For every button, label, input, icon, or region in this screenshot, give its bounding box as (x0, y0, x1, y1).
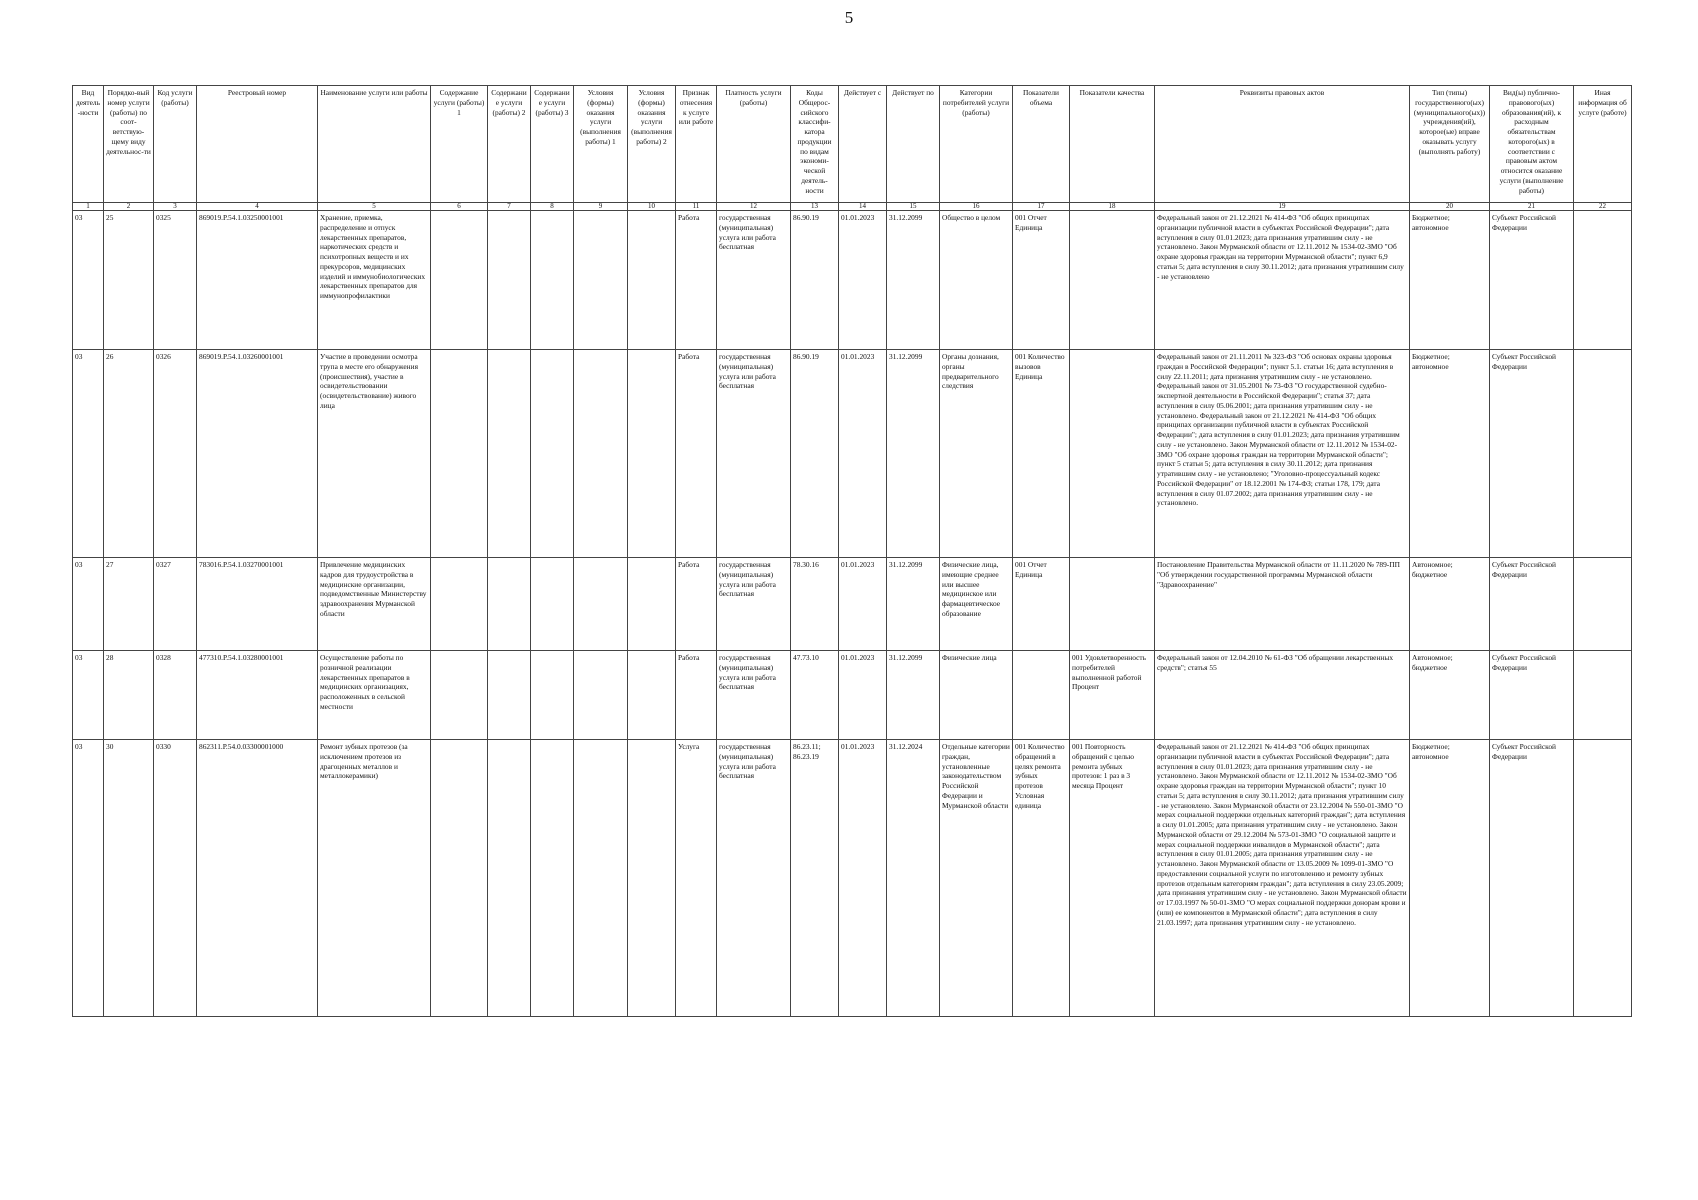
column-number: 16 (940, 203, 1013, 211)
column-header: Платность услуги (работы) (717, 86, 791, 203)
content-3-cell (531, 211, 574, 350)
conditions-2-cell (628, 651, 676, 740)
column-header: Вид(ы) публично-правового(ых) образования(ий), к расходным обязательствам которого(ых) в соответствии с правовым актом относится оказание услуги (выполнение работы) (1490, 86, 1574, 203)
other-info-cell (1574, 740, 1632, 1017)
legal-acts-cell: Постановление Правительства Мурманской области от 11.11.2020 № 789-ПП "Об утверждении государственной программы Мурманской области "Здравоохранение" (1155, 558, 1410, 651)
table-row (73, 558, 1632, 651)
column-header: Порядко-вый номер услуги (работы) по соот-ветствую-щему виду деятельнос-ти (104, 86, 154, 203)
content-2-cell (488, 740, 531, 1017)
service-name-cell: Привлечение медицинских кадров для трудоустройства в медицинские организации, подведомственные Министерству здравоохранения Мурманской области (318, 558, 431, 651)
payment-cell: государственная (муниципальная) услуга или работа бесплатная (717, 558, 791, 651)
activity-type-cell: 03 (73, 558, 104, 651)
institution-type-cell: Автономное; бюджетное (1410, 558, 1490, 651)
column-header: Показатели качества (1070, 86, 1155, 203)
conditions-2-cell (628, 350, 676, 558)
activity-type-cell: 03 (73, 651, 104, 740)
column-number: 19 (1155, 203, 1410, 211)
registry-number-cell: 477310.Р.54.1.03280001001 (197, 651, 318, 740)
column-header: Признак отнесения к услуге или работе (676, 86, 717, 203)
quality-indicator-cell (1070, 211, 1155, 350)
column-number: 10 (628, 203, 676, 211)
conditions-1-cell (574, 740, 628, 1017)
volume-indicator-cell: 001 Отчет Единица (1013, 211, 1070, 350)
column-number: 4 (197, 203, 318, 211)
column-header: Код услуги (работы) (154, 86, 197, 203)
institution-type-cell: Бюджетное; автономное (1410, 740, 1490, 1017)
registry-number-cell: 869019.Р.54.1.03250001001 (197, 211, 318, 350)
column-header: Действует по (887, 86, 940, 203)
quality-indicator-cell: 001 Удовлетворенность потребителей выполненной работой Процент (1070, 651, 1155, 740)
registry-number-cell: 869019.Р.54.1.03260001001 (197, 350, 318, 558)
column-header: Действует с (839, 86, 887, 203)
quality-indicator-cell (1070, 350, 1155, 558)
conditions-2-cell (628, 740, 676, 1017)
registry-number-cell: 783016.Р.54.1.03270001001 (197, 558, 318, 651)
column-number: 6 (431, 203, 488, 211)
column-header: Категории потребителей услуги (работы) (940, 86, 1013, 203)
valid-from-cell: 01.01.2023 (839, 651, 887, 740)
registry-number-cell: 862311.Р.54.0.03300001000 (197, 740, 318, 1017)
column-number: 12 (717, 203, 791, 211)
public-entity-cell: Субъект Российской Федерации (1490, 211, 1574, 350)
content-2-cell (488, 558, 531, 651)
valid-to-cell: 31.12.2099 (887, 211, 940, 350)
activity-type-cell: 03 (73, 350, 104, 558)
public-entity-cell: Субъект Российской Федерации (1490, 740, 1574, 1017)
legal-acts-cell: Федеральный закон от 21.12.2021 № 414-ФЗ "Об общих принципах организации публичной власти в субъектах Российской Федерации"; дата вступления в силу 01.01.2023; дата признания утратившим силу - не установлено. Закон Мурманской области от 12.11.2012 № 1534-02-ЗМО "Об охране здоровья граждан на территории Мурманской области"; пункт 10 статьи 5; дата вступления в силу 30.11.2012; дата признания утратившим силу - не установлено. Закон Мурманской области от 23.12.2004 № 550-01-ЗМО "О мерах социальной поддержки отдельных категорий граждан"; дата вступления в силу 01.01.2005; дата признания утратившим силу - не установлено. Закон Мурманской области от 29.12.2004 № 573-01-ЗМО "О социальной защите и мерах социальной поддержки инвалидов в Мурманской области"; дата вступления в силу 01.01.2005; дата признания утратившим силу - не установлено. Закон Мурманской области от 13.05.2009 № 1099-01-ЗМО "О предоставлении социальной услуги по изготовлению и ремонту зубных протезов отдельным категориям граждан"; дата вступления в силу 23.05.2009; дата признания утратившим силу - не установлено. Закон Мурманской области от 17.03.1997 № 50-01-ЗМО "О мерах социальной поддержки донорам крови и (или) ее компонентов в Мурманской области"; дата вступления в силу 21.03.1997; дата признания утратившим силу - не установлено. (1155, 740, 1410, 1017)
other-info-cell (1574, 211, 1632, 350)
institution-type-cell: Бюджетное; автономное (1410, 211, 1490, 350)
service-number-cell: 25 (104, 211, 154, 350)
content-3-cell (531, 740, 574, 1017)
payment-cell: государственная (муниципальная) услуга или работа бесплатная (717, 350, 791, 558)
column-header: Содержание услуги (работы) 3 (531, 86, 574, 203)
conditions-1-cell (574, 651, 628, 740)
column-header: Коды Общерос-сийского классифи-катора продукции по видам экономи-ческой деятель-ности (791, 86, 839, 203)
valid-to-cell: 31.12.2099 (887, 350, 940, 558)
content-2-cell (488, 350, 531, 558)
column-header: Вид деятель-ности (73, 86, 104, 203)
content-1-cell (431, 651, 488, 740)
conditions-2-cell (628, 211, 676, 350)
service-code-cell: 0325 (154, 211, 197, 350)
institution-type-cell: Автономное; бюджетное (1410, 651, 1490, 740)
service-name-cell: Участие в проведении осмотра трупа в месте его обнаружения (происшествия), участие в освидетельствовании (освидетельствование) живого лица (318, 350, 431, 558)
service-or-work-cell: Услуга (676, 740, 717, 1017)
okved-code-cell: 86.23.11; 86.23.19 (791, 740, 839, 1017)
legal-acts-cell: Федеральный закон от 12.04.2010 № 61-ФЗ "Об обращении лекарственных средств"; статья 55 (1155, 651, 1410, 740)
activity-type-cell: 03 (73, 740, 104, 1017)
column-header: Наименование услуги или работы (318, 86, 431, 203)
column-number: 17 (1013, 203, 1070, 211)
content-1-cell (431, 558, 488, 651)
service-number-cell: 28 (104, 651, 154, 740)
valid-to-cell: 31.12.2099 (887, 558, 940, 651)
content-3-cell (531, 651, 574, 740)
table-row (73, 211, 1632, 350)
service-or-work-cell: Работа (676, 651, 717, 740)
column-number: 3 (154, 203, 197, 211)
service-name-cell: Осуществление работы по розничной реализации лекарственных препаратов в медицинских организациях, расположенных в сельской местности (318, 651, 431, 740)
column-number: 8 (531, 203, 574, 211)
services-register-table (72, 85, 1632, 1017)
other-info-cell (1574, 651, 1632, 740)
other-info-cell (1574, 558, 1632, 651)
valid-from-cell: 01.01.2023 (839, 740, 887, 1017)
column-number: 20 (1410, 203, 1490, 211)
service-code-cell: 0328 (154, 651, 197, 740)
column-header: Условия (формы) оказания услуги (выполнения работы) 2 (628, 86, 676, 203)
service-or-work-cell: Работа (676, 350, 717, 558)
service-or-work-cell: Работа (676, 558, 717, 651)
column-number: 15 (887, 203, 940, 211)
consumer-category-cell: Физические лица, имеющие среднее или высшее медицинское или фармацевтическое образование (940, 558, 1013, 651)
service-code-cell: 0330 (154, 740, 197, 1017)
content-2-cell (488, 211, 531, 350)
column-number: 7 (488, 203, 531, 211)
column-number: 21 (1490, 203, 1574, 211)
payment-cell: государственная (муниципальная) услуга или работа бесплатная (717, 651, 791, 740)
volume-indicator-cell: 001 Количество вызовов Единица (1013, 350, 1070, 558)
consumer-category-cell: Отдельные категории граждан, установленные законодательством Российской Федерации и Мурманской области (940, 740, 1013, 1017)
consumer-category-cell: Общество в целом (940, 211, 1013, 350)
volume-indicator-cell: 001 Количество обращений в целях ремонта зубных протезов Условная единица (1013, 740, 1070, 1017)
content-3-cell (531, 558, 574, 651)
valid-from-cell: 01.01.2023 (839, 211, 887, 350)
volume-indicator-cell: 001 Отчет Единица (1013, 558, 1070, 651)
column-number: 9 (574, 203, 628, 211)
service-number-cell: 30 (104, 740, 154, 1017)
service-name-cell: Хранение, приемка, распределение и отпуск лекарственных препаратов, наркотических средств и психотропных веществ и их прекурсоров, медицинских изделий и иммунобиологических лекарственных препаратов для иммунопрофилактики (318, 211, 431, 350)
column-header: Показатели объема (1013, 86, 1070, 203)
okved-code-cell: 47.73.10 (791, 651, 839, 740)
consumer-category-cell: Физические лица (940, 651, 1013, 740)
column-header: Иная информация об услуге (работе) (1574, 86, 1632, 203)
conditions-1-cell (574, 558, 628, 651)
public-entity-cell: Субъект Российской Федерации (1490, 350, 1574, 558)
quality-indicator-cell (1070, 558, 1155, 651)
valid-from-cell: 01.01.2023 (839, 558, 887, 651)
column-number: 13 (791, 203, 839, 211)
table-row (73, 740, 1632, 1017)
column-number: 5 (318, 203, 431, 211)
conditions-1-cell (574, 350, 628, 558)
quality-indicator-cell: 001 Повторность обращений с целью ремонта зубных протезов: 1 раз в 3 месяца Процент (1070, 740, 1155, 1017)
okved-code-cell: 86.90.19 (791, 350, 839, 558)
service-number-cell: 26 (104, 350, 154, 558)
column-header: Условия (формы) оказания услуги (выполнения работы) 1 (574, 86, 628, 203)
public-entity-cell: Субъект Российской Федерации (1490, 558, 1574, 651)
content-1-cell (431, 350, 488, 558)
service-name-cell: Ремонт зубных протезов (за исключением протезов из драгоценных металлов и металлокерамики) (318, 740, 431, 1017)
column-number: 2 (104, 203, 154, 211)
content-2-cell (488, 651, 531, 740)
service-code-cell: 0327 (154, 558, 197, 651)
payment-cell: государственная (муниципальная) услуга или работа бесплатная (717, 211, 791, 350)
column-number: 1 (73, 203, 104, 211)
content-1-cell (431, 211, 488, 350)
header-row (73, 86, 1632, 203)
column-number: 14 (839, 203, 887, 211)
other-info-cell (1574, 350, 1632, 558)
content-3-cell (531, 350, 574, 558)
table-row (73, 651, 1632, 740)
legal-acts-cell: Федеральный закон от 21.11.2011 № 323-ФЗ "Об основах охраны здоровья граждан в Российской Федерации"; пункт 5.1. статьи 16; дата вступления в силу 22.11.2011; дата признания утратившим силу - не установлено. Федеральный закон от 31.05.2001 № 73-ФЗ "О государственной судебно-экспертной деятельности в Российской Федерации"; статья 37; дата вступления в силу 05.06.2001; дата признания утратившим силу - не установлено. Федеральный закон от 21.12.2021 № 414-ФЗ "Об общих принципах организации публичной власти в субъектах Российской Федерации"; дата вступления в силу 01.01.2023; дата признания утратившим силу - не установлено. Закон Мурманской области от 12.11.2012 № 1534-02-ЗМО "Об охране здоровья граждан на территории Мурманской области"; пункт 5 статьи 5; дата вступления в силу 30.11.2012; дата признания утратившим силу - не установлено; "Уголовно-процессуальный кодекс Российской Федерации" от 18.12.2001 № 174-ФЗ; статьи 178, 179; дата вступления в силу 01.07.2002; дата признания утратившим силу - не установлено. (1155, 350, 1410, 558)
column-header: Тип (типы) государственного(ых) (муниципального(ых)) учреждения(ий), которое(ые) вправе оказывать услугу (выполнять работу) (1410, 86, 1490, 203)
volume-indicator-cell (1013, 651, 1070, 740)
valid-from-cell: 01.01.2023 (839, 350, 887, 558)
page-number: 5 (844, 8, 854, 27)
column-number: 22 (1574, 203, 1632, 211)
okved-code-cell: 78.30.16 (791, 558, 839, 651)
column-header: Содержание услуги (работы) 1 (431, 86, 488, 203)
institution-type-cell: Бюджетное; автономное (1410, 350, 1490, 558)
column-header: Содержание услуги (работы) 2 (488, 86, 531, 203)
table-row (73, 350, 1632, 558)
conditions-2-cell (628, 558, 676, 651)
payment-cell: государственная (муниципальная) услуга или работа бесплатная (717, 740, 791, 1017)
public-entity-cell: Субъект Российской Федерации (1490, 651, 1574, 740)
valid-to-cell: 31.12.2099 (887, 651, 940, 740)
column-number: 18 (1070, 203, 1155, 211)
column-header: Реестровый номер (197, 86, 318, 203)
legal-acts-cell: Федеральный закон от 21.12.2021 № 414-ФЗ "Об общих принципах организации публичной власти в субъектах Российской Федерации"; дата вступления в силу 01.01.2023; дата признания утратившим силу - не установлено. Закон Мурманской области от 12.11.2012 № 1534-02-ЗМО "Об охране здоровья граждан на территории Мурманской области"; пункт 6,9 статьи 5; дата вступления в силу 30.11.2012; дата признания утратившим силу - не установлено (1155, 211, 1410, 350)
valid-to-cell: 31.12.2024 (887, 740, 940, 1017)
conditions-1-cell (574, 211, 628, 350)
column-header: Реквизиты правовых актов (1155, 86, 1410, 203)
activity-type-cell: 03 (73, 211, 104, 350)
service-number-cell: 27 (104, 558, 154, 651)
consumer-category-cell: Органы дознания, органы предварительного следствия (940, 350, 1013, 558)
okved-code-cell: 86.90.19 (791, 211, 839, 350)
column-number-row (73, 203, 1632, 211)
column-number: 11 (676, 203, 717, 211)
content-1-cell (431, 740, 488, 1017)
service-or-work-cell: Работа (676, 211, 717, 350)
service-code-cell: 0326 (154, 350, 197, 558)
